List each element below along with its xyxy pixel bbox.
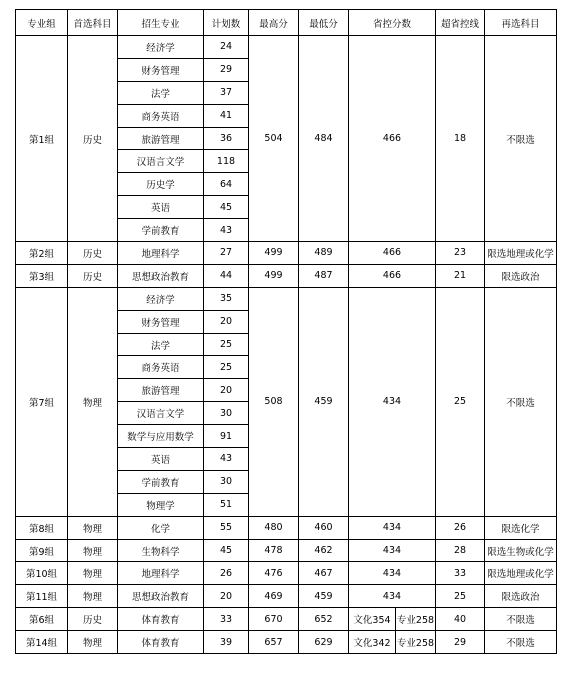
table-row (16, 608, 557, 631)
header-over-control: 超省控线 (436, 10, 485, 36)
plan-cell: 26 (204, 562, 249, 585)
major-cell: 地理科学 (118, 562, 204, 585)
control-score-cell: 434 (349, 562, 436, 585)
header-row (16, 10, 557, 36)
group-cell: 第8组 (16, 516, 68, 539)
group-cell: 第14组 (16, 631, 68, 654)
plan-cell: 20 (204, 310, 249, 333)
major-cell: 数学与应用数学 (118, 425, 204, 448)
first-subject-cell: 物理 (68, 585, 118, 608)
plan-cell: 27 (204, 242, 249, 265)
major-cell: 体育教育 (118, 608, 204, 631)
plan-cell: 43 (204, 448, 249, 471)
plan-cell: 24 (204, 36, 249, 59)
major-cell: 物理学 (118, 493, 204, 516)
control-score-cell: 434 (349, 287, 436, 516)
header-min-score: 最低分 (299, 10, 349, 36)
major-cell: 学前教育 (118, 219, 204, 242)
min-score-cell: 459 (299, 287, 349, 516)
group-cell: 第10组 (16, 562, 68, 585)
max-score-cell: 480 (249, 516, 299, 539)
major-cell: 汉语言文学 (118, 150, 204, 173)
min-score-cell: 459 (299, 585, 349, 608)
max-score-cell: 670 (249, 608, 299, 631)
first-subject-cell: 历史 (68, 36, 118, 242)
control-major-cell: 专业258 (396, 631, 436, 654)
plan-cell: 118 (204, 150, 249, 173)
over-control-cell: 18 (436, 36, 485, 242)
major-cell: 体育教育 (118, 631, 204, 654)
major-cell: 法学 (118, 81, 204, 104)
min-score-cell: 484 (299, 36, 349, 242)
reselect-cell: 限选政治 (485, 264, 557, 287)
group-cell: 第3组 (16, 264, 68, 287)
table-row (16, 264, 557, 287)
control-score-cell: 466 (349, 242, 436, 265)
first-subject-cell: 物理 (68, 631, 118, 654)
over-control-cell: 21 (436, 264, 485, 287)
admission-score-table (15, 9, 557, 654)
header-group: 专业组 (16, 10, 68, 36)
group-cell: 第2组 (16, 242, 68, 265)
max-score-cell: 499 (249, 264, 299, 287)
control-culture-cell: 文化342 (349, 631, 396, 654)
max-score-cell: 504 (249, 36, 299, 242)
major-cell: 历史学 (118, 173, 204, 196)
reselect-cell: 不限选 (485, 608, 557, 631)
first-subject-cell: 历史 (68, 608, 118, 631)
plan-cell: 25 (204, 356, 249, 379)
table-row (16, 562, 557, 585)
max-score-cell: 478 (249, 539, 299, 562)
major-cell: 思想政治教育 (118, 264, 204, 287)
control-culture-cell: 文化354 (349, 608, 396, 631)
major-cell: 旅游管理 (118, 379, 204, 402)
over-control-cell: 29 (436, 631, 485, 654)
group-cell: 第7组 (16, 287, 68, 516)
min-score-cell: 460 (299, 516, 349, 539)
plan-cell: 41 (204, 104, 249, 127)
plan-cell: 29 (204, 58, 249, 81)
over-control-cell: 23 (436, 242, 485, 265)
header-first-subject: 首选科目 (68, 10, 118, 36)
first-subject-cell: 物理 (68, 562, 118, 585)
plan-cell: 36 (204, 127, 249, 150)
group-cell: 第1组 (16, 36, 68, 242)
major-cell: 英语 (118, 448, 204, 471)
min-score-cell: 487 (299, 264, 349, 287)
group-cell: 第9组 (16, 539, 68, 562)
plan-cell: 30 (204, 470, 249, 493)
min-score-cell: 462 (299, 539, 349, 562)
reselect-cell: 不限选 (485, 287, 557, 516)
major-cell: 思想政治教育 (118, 585, 204, 608)
reselect-cell: 限选生物或化学 (485, 539, 557, 562)
reselect-cell: 限选地理或化学 (485, 562, 557, 585)
major-cell: 旅游管理 (118, 127, 204, 150)
reselect-cell: 限选地理或化学 (485, 242, 557, 265)
major-cell: 商务英语 (118, 104, 204, 127)
control-score-cell: 434 (349, 539, 436, 562)
min-score-cell: 489 (299, 242, 349, 265)
plan-cell: 30 (204, 402, 249, 425)
header-major: 招生专业 (118, 10, 204, 36)
major-cell: 英语 (118, 196, 204, 219)
plan-cell: 37 (204, 81, 249, 104)
table-row (16, 36, 557, 59)
major-cell: 财务管理 (118, 58, 204, 81)
control-major-cell: 专业258 (396, 608, 436, 631)
header-control-score: 省控分数 (349, 10, 436, 36)
max-score-cell: 508 (249, 287, 299, 516)
over-control-cell: 33 (436, 562, 485, 585)
plan-cell: 51 (204, 493, 249, 516)
reselect-cell: 限选化学 (485, 516, 557, 539)
plan-cell: 55 (204, 516, 249, 539)
table-row (16, 287, 557, 310)
plan-cell: 39 (204, 631, 249, 654)
group-cell: 第11组 (16, 585, 68, 608)
major-cell: 汉语言文学 (118, 402, 204, 425)
table-row (16, 516, 557, 539)
plan-cell: 64 (204, 173, 249, 196)
min-score-cell: 467 (299, 562, 349, 585)
major-cell: 生物科学 (118, 539, 204, 562)
reselect-cell: 不限选 (485, 36, 557, 242)
table-row (16, 585, 557, 608)
major-cell: 经济学 (118, 36, 204, 59)
reselect-cell: 不限选 (485, 631, 557, 654)
first-subject-cell: 物理 (68, 516, 118, 539)
max-score-cell: 499 (249, 242, 299, 265)
major-cell: 学前教育 (118, 470, 204, 493)
major-cell: 化学 (118, 516, 204, 539)
first-subject-cell: 物理 (68, 539, 118, 562)
first-subject-cell: 历史 (68, 264, 118, 287)
major-cell: 商务英语 (118, 356, 204, 379)
max-score-cell: 657 (249, 631, 299, 654)
plan-cell: 44 (204, 264, 249, 287)
min-score-cell: 652 (299, 608, 349, 631)
plan-cell: 20 (204, 585, 249, 608)
max-score-cell: 469 (249, 585, 299, 608)
over-control-cell: 40 (436, 608, 485, 631)
plan-cell: 33 (204, 608, 249, 631)
plan-cell: 20 (204, 379, 249, 402)
major-cell: 财务管理 (118, 310, 204, 333)
first-subject-cell: 物理 (68, 287, 118, 516)
control-score-cell: 466 (349, 36, 436, 242)
plan-cell: 25 (204, 333, 249, 356)
header-max-score: 最高分 (249, 10, 299, 36)
over-control-cell: 28 (436, 539, 485, 562)
plan-cell: 43 (204, 219, 249, 242)
over-control-cell: 25 (436, 287, 485, 516)
table-row (16, 539, 557, 562)
over-control-cell: 26 (436, 516, 485, 539)
table-row (16, 242, 557, 265)
min-score-cell: 629 (299, 631, 349, 654)
reselect-cell: 限选政治 (485, 585, 557, 608)
plan-cell: 91 (204, 425, 249, 448)
control-score-cell: 434 (349, 585, 436, 608)
plan-cell: 45 (204, 196, 249, 219)
header-reselect: 再选科目 (485, 10, 557, 36)
control-score-cell: 466 (349, 264, 436, 287)
max-score-cell: 476 (249, 562, 299, 585)
major-cell: 经济学 (118, 287, 204, 310)
major-cell: 法学 (118, 333, 204, 356)
control-score-cell: 434 (349, 516, 436, 539)
major-cell: 地理科学 (118, 242, 204, 265)
plan-cell: 45 (204, 539, 249, 562)
over-control-cell: 25 (436, 585, 485, 608)
first-subject-cell: 历史 (68, 242, 118, 265)
group-cell: 第6组 (16, 608, 68, 631)
header-plan: 计划数 (204, 10, 249, 36)
plan-cell: 35 (204, 287, 249, 310)
table-row (16, 631, 557, 654)
